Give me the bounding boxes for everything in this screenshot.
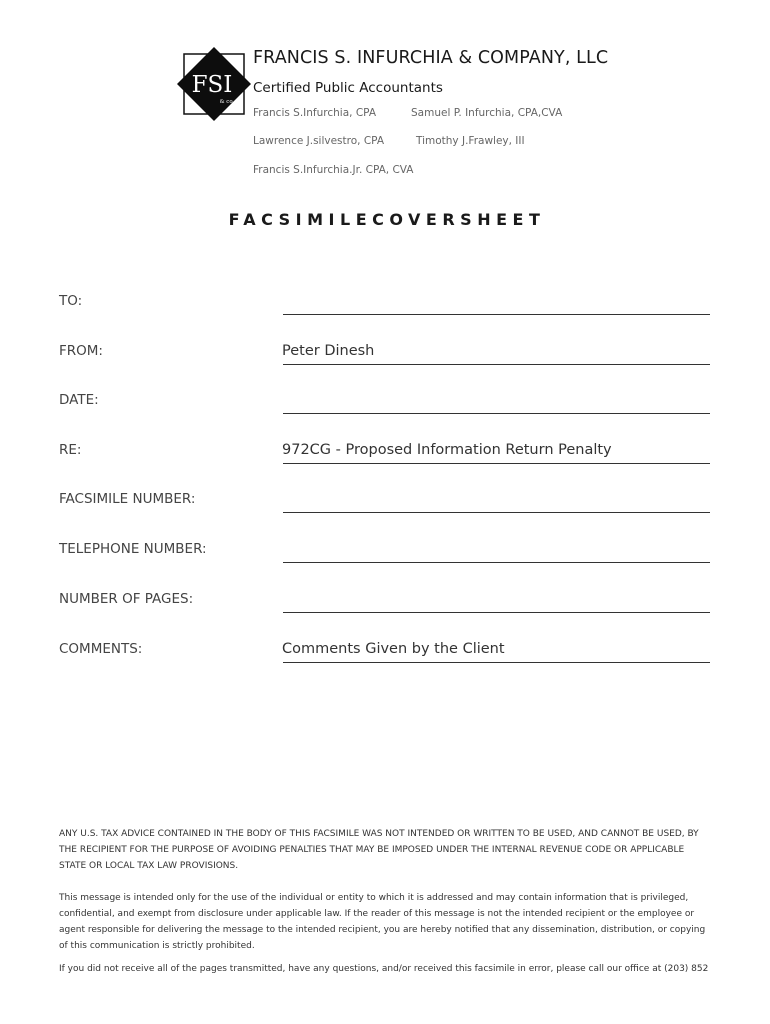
- field-label: TELEPHONE NUMBER:: [59, 541, 207, 557]
- logo-suffix: & co.: [219, 99, 235, 105]
- field-facsimile-number: [0, 483, 770, 513]
- partner-name: Francis S.Infurchia, CPA: [253, 107, 377, 119]
- logo-monogram: FSI: [191, 72, 233, 98]
- field-comments: [0, 633, 770, 663]
- document-title: FACSIMILECOVERSHEET: [228, 210, 546, 229]
- field-number-of-pages: [0, 583, 770, 613]
- partner-name: Francis S.Infurchia.Jr. CPA, CVA: [253, 164, 414, 176]
- field-underline: [283, 314, 710, 315]
- field-value[interactable]: Peter Dinesh: [282, 343, 375, 359]
- field-underline: [283, 662, 710, 663]
- field-re: [0, 434, 770, 464]
- field-underline: [283, 364, 710, 365]
- field-underline: [283, 512, 710, 513]
- field-underline: [283, 463, 710, 464]
- field-label: FACSIMILE NUMBER:: [59, 491, 196, 507]
- field-underline: [283, 612, 710, 613]
- confidentiality-notice: This message is intended only for the use of the individual or entity to which it is addressed and may contain information that is privileged, confidential, and exempt from disclosure under applicable law. If the reader of this message is not the intended recipient or the employee or agent responsible for delivering the message to the intended recipient, you are hereby notified that any dissemination, distribution, or copying of this communication is strictly prohibited.: [59, 893, 706, 951]
- partner-name: Timothy J.Frawley, III: [416, 135, 525, 147]
- tax-advice-disclaimer: ANY U.S. TAX ADVICE CONTAINED IN THE BODY OF THIS FACSIMILE WAS NOT INTENDED OR WRITTEN TO BE USED, AND CANNOT BE USED, BY THE RECIPIENT FOR THE PURPOSE OF AVOIDING PENALTIES THAT MAY BE IMPOSED UNDER THE INTERNAL REVENUE CODE OR APPLICABLE STATE OR LOCAL TAX LAW PROVISIONS.: [59, 829, 699, 871]
- contact-notice-text: If you did not receive all of the pages transmitted, have any questions, and/or received this facsimile in error, please call our office at (203) 852: [59, 964, 709, 974]
- partner-name: Lawrence J.silvestro, CPA: [253, 135, 385, 147]
- field-underline: [283, 562, 710, 563]
- contact-notice-cutoff: [59, 964, 714, 976]
- firm-logo: [176, 46, 252, 122]
- field-label: TO:: [59, 293, 83, 309]
- field-from: [0, 335, 770, 365]
- partner-name: Samuel P. Infurchia, CPA,CVA: [411, 107, 563, 119]
- field-label: DATE:: [59, 392, 99, 408]
- field-date: [0, 384, 770, 414]
- field-underline: [283, 413, 710, 414]
- firm-subtitle: Certified Public Accountants: [253, 80, 443, 96]
- firm-name: FRANCIS S. INFURCHIA & COMPANY, LLC: [253, 48, 609, 68]
- field-to: [0, 285, 770, 315]
- field-value[interactable]: 972CG - Proposed Information Return Penalty: [282, 442, 612, 458]
- field-telephone-number: [0, 533, 770, 563]
- field-label: COMMENTS:: [59, 641, 143, 657]
- field-value[interactable]: Comments Given by the Client: [282, 641, 505, 657]
- field-label: FROM:: [59, 343, 103, 359]
- field-label: NUMBER OF PAGES:: [59, 591, 194, 607]
- field-label: RE:: [59, 442, 82, 458]
